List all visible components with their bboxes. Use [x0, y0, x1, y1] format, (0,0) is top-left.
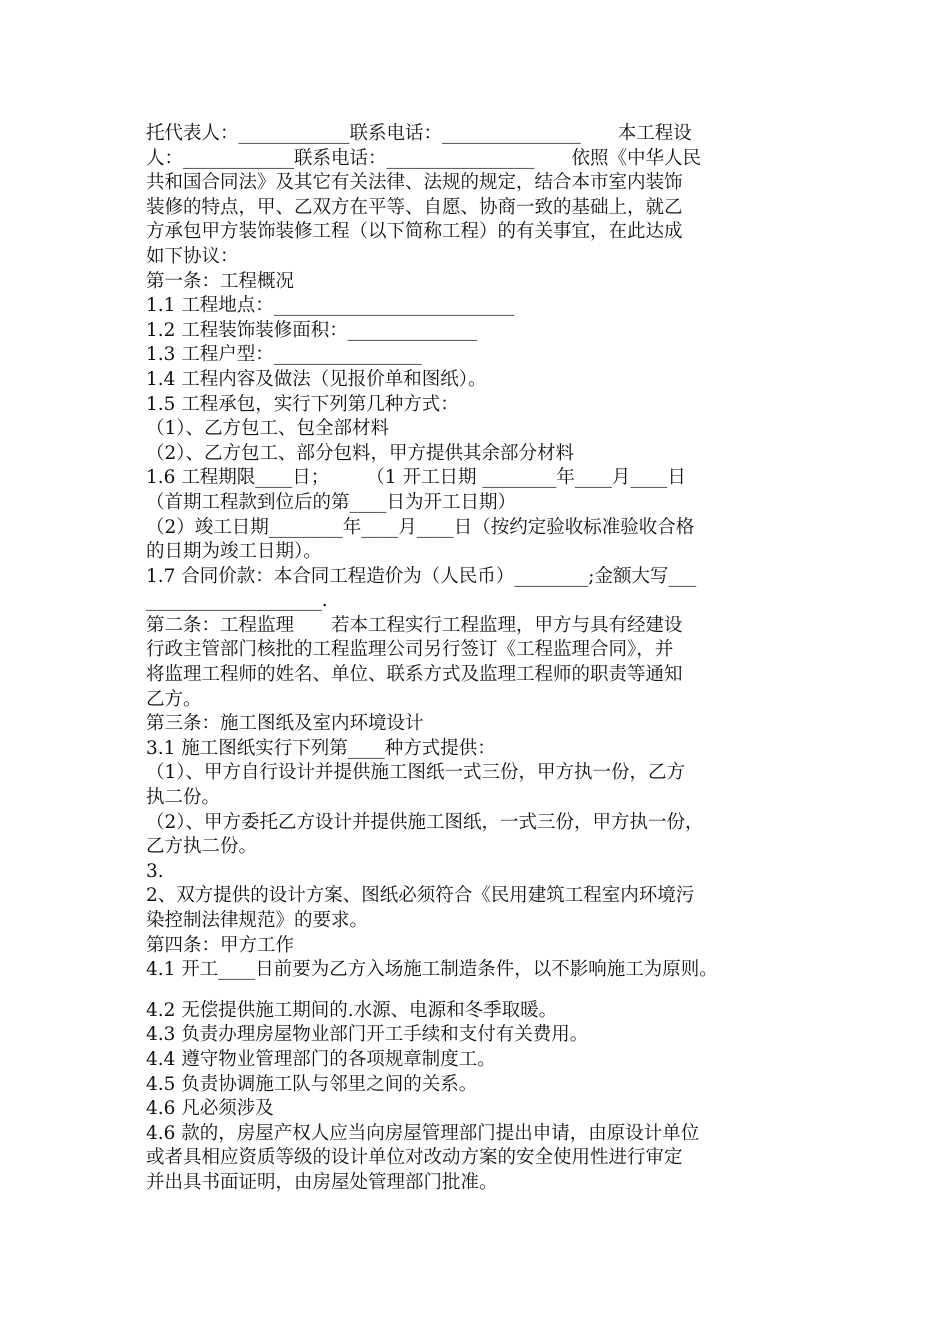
text-line: 第一条：工程概况 [146, 270, 295, 292]
text-line: ___________________. [146, 590, 328, 612]
text-line: 行政主管部门核批的工程监理公司另行签订《工程监理合同》，并 [146, 639, 674, 661]
text-line: 人：____________联系电话：________________ 依照《中华人民 [146, 147, 702, 169]
text-line: 2、双方提供的设计方案、图纸必须符合《民用建筑工程室内环境污 [146, 885, 695, 907]
text-line: 4.2 无偿提供施工期间的.水源、电源和冬季取暖。 [146, 999, 558, 1021]
text-line: 4.1 开工____日前要为乙方入场施工制造条件，以不影响施工为原则。 [146, 959, 718, 981]
text-line: 方承包甲方装饰装修工程（以下简称工程）的有关事宜，在此达成 [146, 221, 683, 243]
text-line: 执二份。 [146, 787, 221, 809]
text-line: （1）、乙方包工、包全部材料 [146, 418, 390, 440]
text-line: 装修的特点，甲、乙双方在平等、自愿、协商一致的基础上，就乙 [146, 196, 683, 218]
text-line: （2）竣工日期________年____月____日（按约定验收标准验收合格 [146, 516, 695, 538]
text-line: 乙方执二份。 [146, 836, 258, 858]
text-line: 并出具书面证明，由房屋处管理部门批准。 [146, 1171, 498, 1193]
text-line: 1.4 工程内容及做法（见报价单和图纸）。 [146, 368, 487, 390]
text-line: （首期工程款到位后的第____日为开工日期） [146, 491, 517, 513]
text-line: 的日期为竣工日期）。 [146, 541, 322, 563]
text-line: 如下协议： [146, 245, 239, 267]
text-line: 4.3 负责办理房屋物业部门开工手续和支付有关费用。 [146, 1024, 589, 1046]
text-line: 共和国合同法》及其它有关法律、法规的规定，结合本市室内装饰 [146, 172, 683, 194]
text-line: 或者具相应资质等级的设计单位对改动方案的安全使用性进行审定 [146, 1147, 683, 1169]
text-line: 1.1 工程地点：__________________________ [146, 295, 515, 317]
text-line: 第二条：工程监理 若本工程实行工程监理，甲方与具有经建设 [146, 614, 683, 636]
text-line: 1.5 工程承包，实行下列第几种方式： [146, 393, 459, 415]
text-line: 1.6 工程期限____日； （1 开工日期 ________年____月____日 [146, 467, 686, 489]
text-line: 第四条：甲方工作 [146, 934, 295, 956]
text-line: （1）、甲方自行设计并提供施工图纸一式三份，甲方执一份，乙方 [146, 762, 686, 784]
text-line: （2）、甲方委托乙方设计并提供施工图纸，一式三份，甲方执一份， [146, 811, 704, 833]
text-line: 3. [146, 860, 164, 882]
contract-body [146, 122, 814, 1196]
text-line: 染控制法律规范》的要求。 [146, 910, 369, 931]
text-line: 3.1 施工图纸实行下列第____种方式提供： [146, 737, 496, 759]
text-line: 4.6 凡必须涉及 [146, 1098, 274, 1120]
text-line: 1.2 工程装饰装修面积：______________ [146, 319, 478, 341]
text-line [146, 983, 814, 999]
text-line: 1.7 合同价款：本合同工程造价为（人民币）________;金额大写___ [146, 565, 697, 587]
text-line: 4.5 负责协调施工队与邻里之间的关系。 [146, 1073, 478, 1095]
text-line: 4.4 遵守物业管理部门的各项规章制度工。 [146, 1048, 496, 1070]
text-line: （2）、乙方包工、部分包料，甲方提供其余部分材料 [146, 442, 575, 464]
text-line: 第三条：施工图纸及室内环境设计 [146, 713, 424, 735]
text-line: 托代表人：____________联系电话：_______________ 本工程设 [146, 123, 692, 144]
text-line: 乙方。 [146, 688, 202, 710]
text-line: 1.3 工程户型：________________ [146, 344, 422, 366]
text-line: 将监理工程师的姓名、单位、联系方式及监理工程师的职责等通知 [146, 664, 683, 686]
text-line: 4.6 款的，房屋产权人应当向房屋管理部门提出申请，由原设计单位 [146, 1122, 700, 1144]
